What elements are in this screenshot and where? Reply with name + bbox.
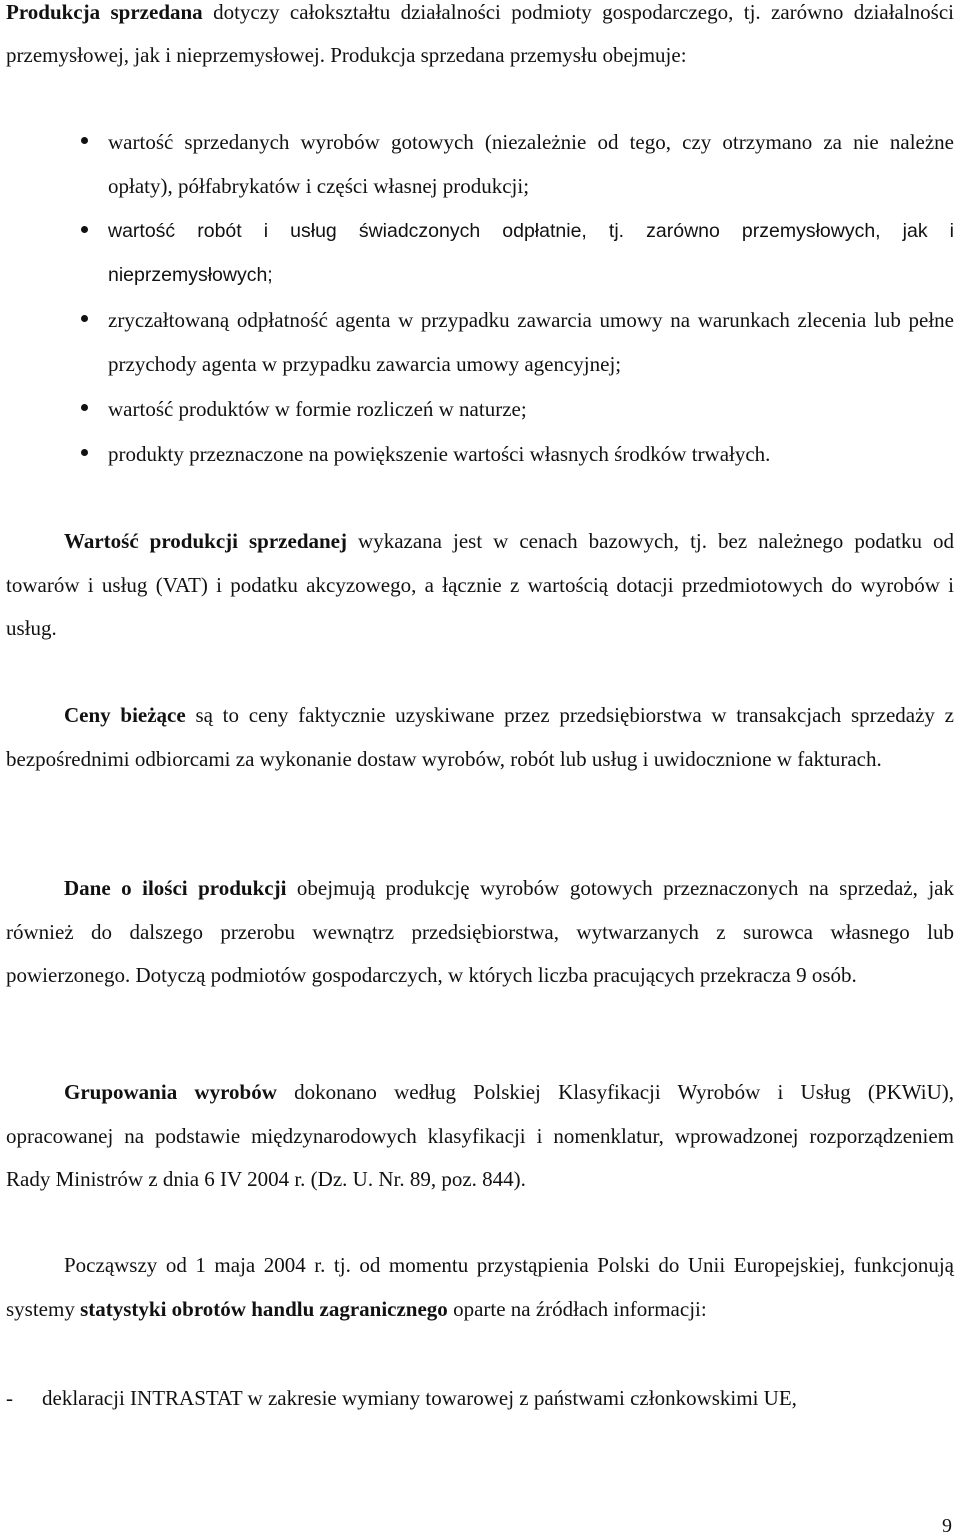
dash-list-item-text: deklaracji INTRASTAT w zakresie wymiany towarowej z państwami członkowskimi UE, xyxy=(42,1386,797,1410)
paragraph-grupowania-wyrobow xyxy=(6,1071,954,1202)
paragraph-produkcja-sprzedana xyxy=(6,0,954,77)
bullet-icon xyxy=(81,315,88,322)
list-item xyxy=(0,387,954,431)
term-grupowania-wyrobow: Grupowania wyrobów xyxy=(64,1080,277,1104)
dash-list-item xyxy=(6,1377,954,1420)
bullet-icon xyxy=(81,404,88,411)
list-item xyxy=(0,209,954,297)
list-item-text: zryczałtowaną odpłatność agenta w przypadku zawarcia umowy na warunkach zlecenia lub pełne przychody agenta w przypadku zawarcia umowy agencyjnej; xyxy=(108,308,954,376)
page-number: 9 xyxy=(942,1515,952,1537)
bullet-icon xyxy=(81,226,88,233)
paragraph-text: obejmują produkcję wyrobów gotowych przeznaczonych na sprzedaż, jak również do dalszego przerobu wewnątrz przedsiębiorstwa, wytwarzanych z surowca własnego lub powierzonego. Dotyczą podmiotów gospodarczych, w których liczba pracujących przekracza 9 osób. xyxy=(6,876,954,987)
bullet-list xyxy=(0,120,954,476)
list-item-text: produkty przeznaczone na powiększenie wartości własnych środków trwałych. xyxy=(108,442,771,466)
paragraph-text: wykazana jest w cenach bazowych, tj. bez należnego podatku od towarów i usług (VAT) i podatku akcyzowego, a łącznie z wartością dotacji przedmiotowych do wyrobów i usług. xyxy=(6,529,954,640)
paragraph-text: oparte na źródłach informacji: xyxy=(447,1296,707,1321)
paragraph-ceny-biezace xyxy=(6,694,954,781)
list-item xyxy=(0,298,954,386)
dash-marker: - xyxy=(6,1386,13,1410)
paragraph-poczawszy xyxy=(6,1244,954,1331)
bullet-icon xyxy=(81,137,88,144)
paragraph-wartosc-produkcji xyxy=(6,520,954,651)
list-item xyxy=(0,120,954,208)
list-item-text: wartość sprzedanych wyrobów gotowych (niezależnie od tego, czy otrzymano za nie należne opłaty), półfabrykatów i części własnej produkcji; xyxy=(108,130,954,198)
term-ceny-biezace: Ceny bieżące xyxy=(64,703,186,727)
term-wartosc-produkcji: Wartość produkcji sprzedanej xyxy=(64,529,347,553)
paragraph-text: są to ceny faktycznie uzyskiwane przez przedsiębiorstwa w transakcjach sprzedaży z bezpośrednimi odbiorcami za wykonanie dostaw wyrobów, robót lub usług i uwidocznione w fakturach. xyxy=(6,703,954,771)
paragraph-text: dotyczy całokształtu działalności podmioty gospodarczego, tj. zarówno działalności przemysłowej, jak i nieprzemysłowej. Produkcja sprzedana przemysłu obejmuje: xyxy=(6,0,955,67)
bullet-icon xyxy=(81,449,88,456)
list-item xyxy=(0,432,954,476)
paragraph-text: dokonano według Polskiej Klasyfikacji Wyrobów i Usług (PKWiU), opracowanej na podstawie międzynarodowych klasyfikacji i nomenklatur, wprowadzonej rozporządzeniem Rady Ministrów z dnia 6 IV 2004 r. (Dz. U. Nr. 89, poz. 844). xyxy=(6,1080,954,1191)
term-dane-o-ilosci: Dane o ilości produkcji xyxy=(64,876,287,900)
term-statystyki-handlu: statystyki obrotów handlu zagranicznego xyxy=(80,1296,448,1321)
term-produkcja-sprzedana: Produkcja sprzedana xyxy=(6,0,203,24)
paragraph-text: Począwszy od 1 maja 2004 r. tj. od momentu przystąpienia Polski do Unii Europejskiej, funkcjonują systemy xyxy=(6,1253,954,1321)
list-item-text: wartość robót i usług świadczonych odpłatnie, tj. zarówno przemysłowych, jak i nieprzemysłowych; xyxy=(108,220,954,286)
list-item-text: wartość produktów w formie rozliczeń w naturze; xyxy=(108,397,527,421)
paragraph-dane-o-ilosci xyxy=(6,867,954,998)
